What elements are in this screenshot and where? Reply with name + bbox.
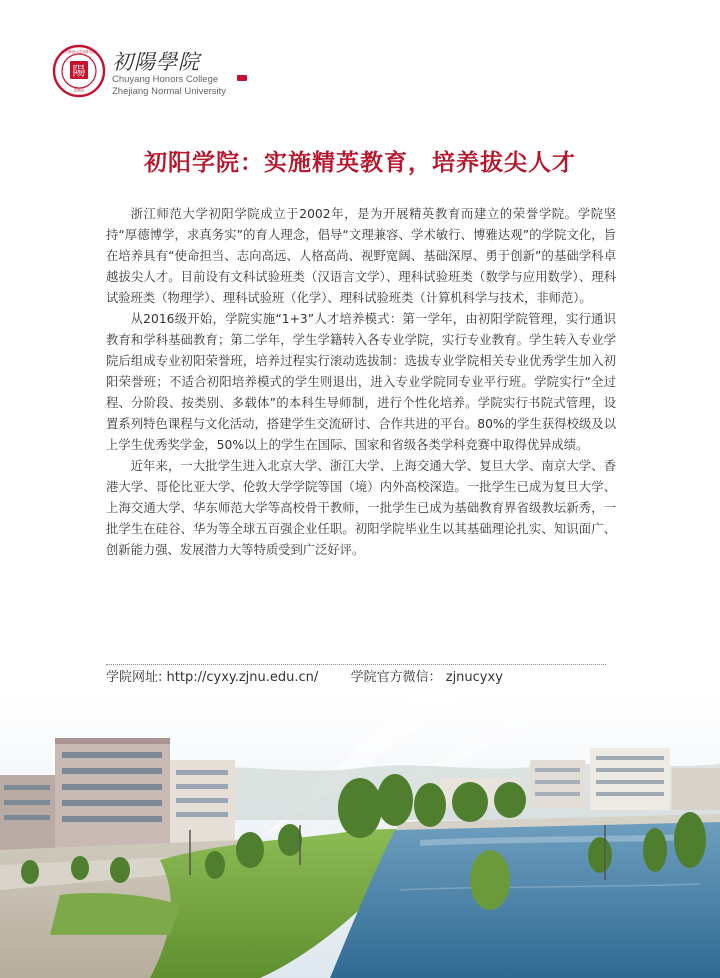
paragraph-model: 从2016级开始，学院实施“1+3”人才培养模式：第一学年，由初阳学院管理，实行通识教育和学科基础教育；第二学年，学生学籍转入各专业学院，实行专业教育。学生转入专业学院后组成专业初阳荣誉班，培养过程实行滚动选拔制：选拔专业学院相关专业优秀学生加入初阳荣誉班；不适合初阳培养模式的学生则退出，进入专业学院同专业平行班。学院实行“全过程、分阶段、按类别、多载体”的本科生导师制，进行个性化培养。学院实行书院式管理，设置系列特色课程与文化活动，搭建学生交流研讨、合作共进的平台。80%的学生获得校级及以上学生优秀奖学金，50%以上的学生在国际、国家和省级各类学科竞赛中取得优异成绩。 [106,312,616,452]
wechat-id: zjnucyxy [445,670,503,685]
website-link[interactable]: http://cyxy.zjnu.edu.cn/ [166,670,319,685]
logo-calligraphy: 初陽學院 [112,50,200,74]
page-title: 初阳学院：实施精英教育，培养拔尖人才 [144,150,576,176]
logo-red-tag [237,75,247,81]
website-line [106,665,606,691]
college-seal-icon [52,44,106,98]
seal-year: 2002 [73,87,85,93]
campus-photo [0,690,720,978]
college-logo [52,44,252,106]
logo-university-name: Zhejiang Normal University [112,86,227,97]
body-text [106,204,616,561]
seal-char: 陽 [72,64,86,80]
wechat-label: 学院官方微信： [350,670,442,685]
paragraph-intro: 浙江师范大学初阳学院成立于2002年，是为开展精英教育而建立的荣誉学院。学院坚持“厚德博学，求真务实”的育人理念，倡导“文理兼容、学术敏行、博雅达观”的学院文化，旨在培养具有“使命担当、志向高远、人格高尚、视野宽阔、基础深厚、勇于创新”的基础学科卓越拔尖人才。目前设有文科试验班类（汉语言文学）、理科试验班类（数学与应用数学）、理科试验班类（物理学）、理科试验班（化学）、理科试验班类（计算机科学与技术，非师范）。 [106,207,616,305]
website-label: 学院网址: [106,670,163,685]
logo-english-name: Chuyang Honors College [112,74,219,85]
paragraph-alumni: 近年来，一大批学生进入北京大学、浙江大学、上海交通大学、复旦大学、南京大学、香港大学、哥伦比亚大学、伦敦大学学院等国（境）内外高校深造。一批学生已成为复旦大学、上海交通大学、华东师范大学等高校骨干教师，一批学生已成为基础教育界省级教坛新秀，一批学生在硅谷、华为等全球五百强企业任职。初阳学院毕业生以其基础理论扎实、知识面广、创新能力强、发展潜力大等特质受到广泛好评。 [106,459,616,557]
seal-ring-text: 浙江师范大学初阳学院 [61,50,97,54]
